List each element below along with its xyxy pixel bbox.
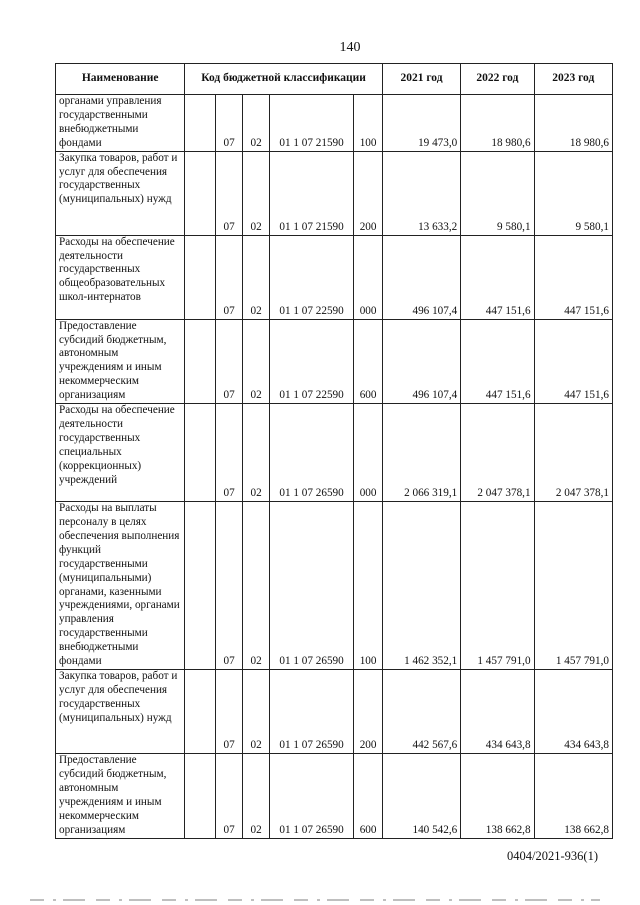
budget-table [55,63,613,839]
row-empty-cell [185,95,216,152]
row-empty-cell [185,319,216,403]
row-value-2022: 18 980,6 [461,95,534,152]
row-empty-cell [185,235,216,319]
row-value-2023: 1 457 791,0 [534,502,612,670]
row-podrazdel: 02 [243,404,269,502]
row-target-code: 01 1 07 21590 [269,151,354,235]
row-value-2022: 447 151,6 [461,319,534,403]
row-podrazdel: 02 [243,670,269,754]
row-value-2023: 2 047 378,1 [534,404,612,502]
row-podrazdel: 02 [243,95,269,152]
row-expense-type: 600 [354,319,383,403]
row-value-2021: 442 567,6 [382,670,460,754]
table-header-row [56,64,613,95]
row-target-code: 01 1 07 26590 [269,502,354,670]
row-value-2023: 9 580,1 [534,151,612,235]
row-value-2023: 434 643,8 [534,670,612,754]
table-row [56,670,613,754]
row-expense-type: 200 [354,670,383,754]
table-row [56,404,613,502]
row-name: Закупка товаров, работ и услуг для обеспечения государственных (муниципальных) нужд [56,670,185,754]
row-razdel: 07 [215,235,242,319]
row-razdel: 07 [215,319,242,403]
row-target-code: 01 1 07 26590 [269,670,354,754]
row-podrazdel: 02 [243,754,269,838]
table-body [56,95,613,839]
row-target-code: 01 1 07 22590 [269,319,354,403]
table-row [56,754,613,838]
header-2021: 2021 год [382,64,460,95]
header-budget-code: Код бюджетной классификации [185,64,383,95]
row-target-code: 01 1 07 21590 [269,95,354,152]
row-expense-type: 600 [354,754,383,838]
table-row [56,319,613,403]
table-row [56,502,613,670]
row-value-2022: 9 580,1 [461,151,534,235]
row-target-code: 01 1 07 26590 [269,754,354,838]
row-expense-type: 000 [354,404,383,502]
row-value-2022: 447 151,6 [461,235,534,319]
document-registration-number: 0404/2021-936(1) [507,849,598,863]
row-value-2022: 1 457 791,0 [461,502,534,670]
row-razdel: 07 [215,502,242,670]
row-value-2023: 447 151,6 [534,235,612,319]
row-value-2021: 496 107,4 [382,319,460,403]
row-razdel: 07 [215,670,242,754]
row-empty-cell [185,670,216,754]
row-name: органами управления государственными внебюджетными фондами [56,95,185,152]
row-razdel: 07 [215,151,242,235]
row-value-2023: 18 980,6 [534,95,612,152]
row-empty-cell [185,151,216,235]
row-value-2021: 13 633,2 [382,151,460,235]
table-row [56,95,613,152]
row-value-2023: 138 662,8 [534,754,612,838]
row-name: Расходы на обеспечение деятельности государственных общеобразовательных школ-интернатов [56,235,185,319]
row-value-2022: 434 643,8 [461,670,534,754]
row-expense-type: 100 [354,95,383,152]
row-value-2022: 138 662,8 [461,754,534,838]
row-empty-cell [185,754,216,838]
row-value-2021: 140 542,6 [382,754,460,838]
row-name: Закупка товаров, работ и услуг для обеспечения государственных (муниципальных) нужд [56,151,185,235]
row-podrazdel: 02 [243,319,269,403]
row-name: Расходы на обеспечение деятельности государственных специальных (коррекционных) учреждений [56,404,185,502]
row-value-2021: 1 462 352,1 [382,502,460,670]
row-podrazdel: 02 [243,502,269,670]
table-row [56,235,613,319]
row-value-2021: 2 066 319,1 [382,404,460,502]
row-value-2021: 19 473,0 [382,95,460,152]
row-value-2023: 447 151,6 [534,319,612,403]
row-empty-cell [185,404,216,502]
row-razdel: 07 [215,404,242,502]
row-name: Предоставление субсидий бюджетным, автономным учреждениям и иным некоммерческим организациям [56,754,185,838]
row-value-2022: 2 047 378,1 [461,404,534,502]
header-name: Наименование [56,64,185,95]
row-value-2021: 496 107,4 [382,235,460,319]
row-razdel: 07 [215,754,242,838]
header-2023: 2023 год [534,64,612,95]
scan-edge-marks [0,897,640,903]
row-empty-cell [185,502,216,670]
table-row [56,151,613,235]
row-name: Расходы на выплаты персоналу в целях обеспечения выполнения функций государственными (муниципальными) органами, казенными учреждениями, органами управления государственными внебюджетными фондами [56,502,185,670]
row-podrazdel: 02 [243,151,269,235]
row-podrazdel: 02 [243,235,269,319]
row-name: Предоставление субсидий бюджетным, автономным учреждениям и иным некоммерческим организациям [56,319,185,403]
header-2022: 2022 год [461,64,534,95]
row-expense-type: 000 [354,235,383,319]
row-razdel: 07 [215,95,242,152]
row-target-code: 01 1 07 22590 [269,235,354,319]
row-target-code: 01 1 07 26590 [269,404,354,502]
page-number: 140 [339,40,361,55]
row-expense-type: 100 [354,502,383,670]
row-expense-type: 200 [354,151,383,235]
